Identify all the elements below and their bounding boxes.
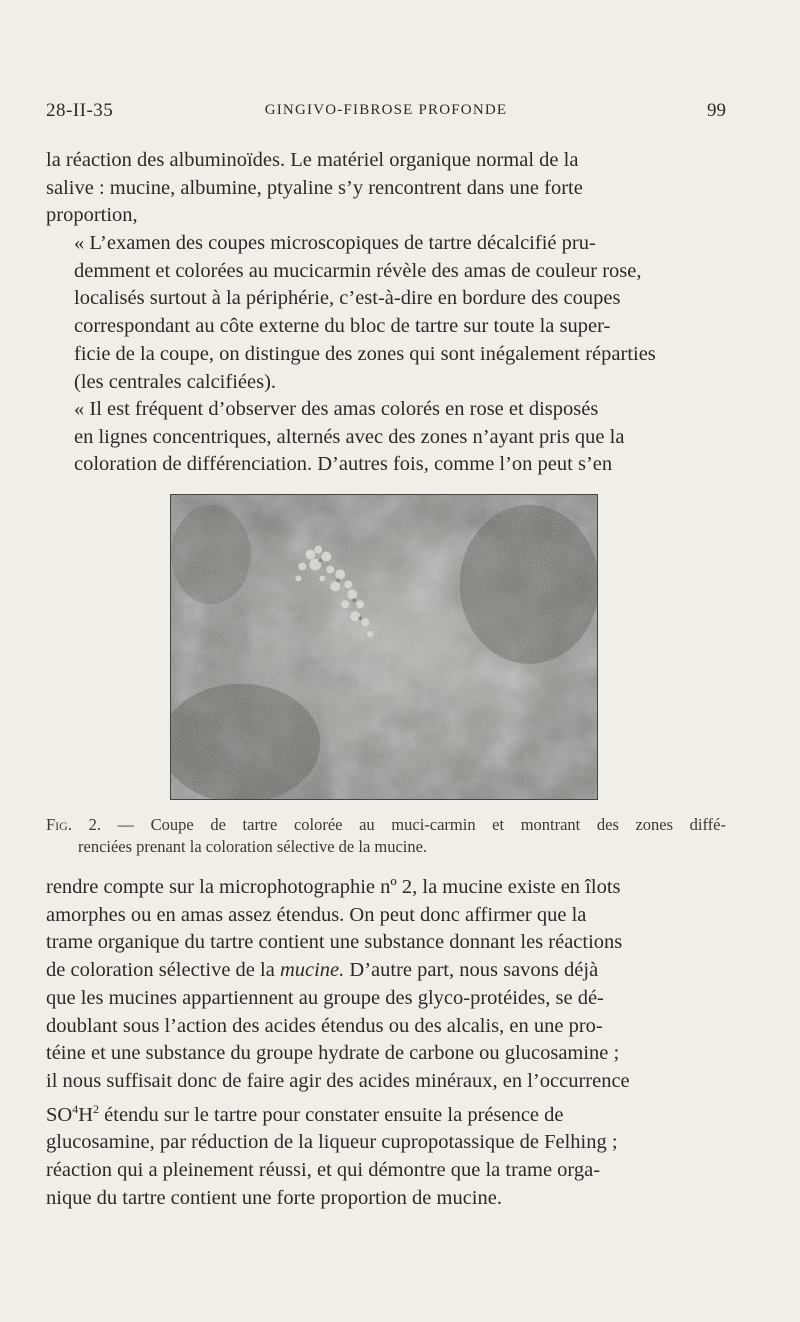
page-number: 99 (707, 100, 726, 121)
text-line: salive : mucine, albumine, ptyaline s’y rencontrent dans une forte (46, 176, 583, 199)
running-title: GINGIVO-FIBROSE PROFONDE (264, 102, 508, 118)
header-date: 28-II-35 (46, 100, 114, 121)
text-line: localisés surtout à la périphérie, c’est-à-dire en bordure des coupes (74, 287, 621, 310)
paragraph-2 (46, 230, 726, 396)
text-line: proportion, (46, 204, 138, 227)
text-span: de coloration sélective de la (46, 959, 280, 982)
text-line: téine et une substance du groupe hydrate de carbone ou glucosamine ; (46, 1042, 620, 1065)
caption-line (46, 814, 726, 836)
formula-superscript: 2 (93, 1101, 100, 1116)
caption-line: renciées prenant la coloration sélective de la mucine. (78, 837, 428, 856)
text-line: trame organique du tartre contient une substance donnant les réactions (46, 931, 623, 954)
text-line: correspondant au côte externe du bloc de tartre sur toute la super- (74, 315, 611, 338)
text-line: coloration de différenciation. D’autres fois, comme l’on peut s’en (74, 453, 613, 476)
text-span: étendu sur le tartre pour constater ensuite la présence de (99, 1103, 564, 1126)
text-line: il nous suffisait donc de faire agir des acides minéraux, en l’occurrence (46, 1069, 630, 1092)
microphotograph-image (171, 495, 597, 799)
paragraph-1 (46, 147, 726, 230)
text-line: la réaction des albuminoïdes. Le matériel organique normal de la (46, 149, 579, 171)
text-line: rendre compte sur la microphotographie nº 2, la mucine existe en îlots (46, 876, 621, 898)
text-line (46, 1096, 726, 1130)
formula-superscript: 4 (72, 1101, 79, 1116)
text-line: doublant sous l’action des acides étendus ou des alcalis, en une pro- (46, 1014, 603, 1037)
text-line: en lignes concentriques, alternés avec des zones n’ayant pris que la (74, 425, 625, 448)
paragraph-3 (46, 396, 726, 479)
text-line: « L’examen des coupes microscopiques de tartre décalcifié pru- (74, 232, 596, 254)
text-line: réaction qui a pleinement réussi, et qui démontre que la trame orga- (46, 1158, 601, 1181)
text-line: amorphes ou en amas assez étendus. On peut donc affirmer que la (46, 903, 587, 926)
text-line: (les centrales calcifiées). (74, 370, 277, 393)
text-line: demment et colorées au mucicarmin révèle des amas de couleur rose, (74, 259, 642, 282)
page-header (46, 100, 726, 130)
text-line: glucosamine, par réduction de la liqueur cupropotassique de Felhing ; (46, 1131, 618, 1154)
text-span: D’autre part, nous savons déjà (344, 959, 599, 982)
figure-caption (46, 814, 726, 858)
italic-term: mucine. (279, 959, 345, 982)
paragraph-4 (46, 874, 726, 1212)
caption-text: — Coupe de tartre colorée au muci-carmin et montrant des zones diffé- (100, 815, 726, 834)
microphotograph-figure (170, 494, 598, 800)
text-line (46, 957, 726, 985)
caption-label: Fig. 2. (46, 815, 101, 834)
text-line: que les mucines appartiennent au groupe des glyco-protéides, se dé- (46, 986, 604, 1009)
formula-so: SO (46, 1103, 73, 1126)
text-line: ficie de la coupe, on distingue des zones qui sont inégalement réparties (74, 342, 656, 365)
text-line: nique du tartre contient une forte proportion de mucine. (46, 1186, 502, 1209)
formula-h: H (78, 1103, 94, 1126)
text-line: « Il est fréquent d’observer des amas colorés en rose et disposés (74, 398, 599, 420)
